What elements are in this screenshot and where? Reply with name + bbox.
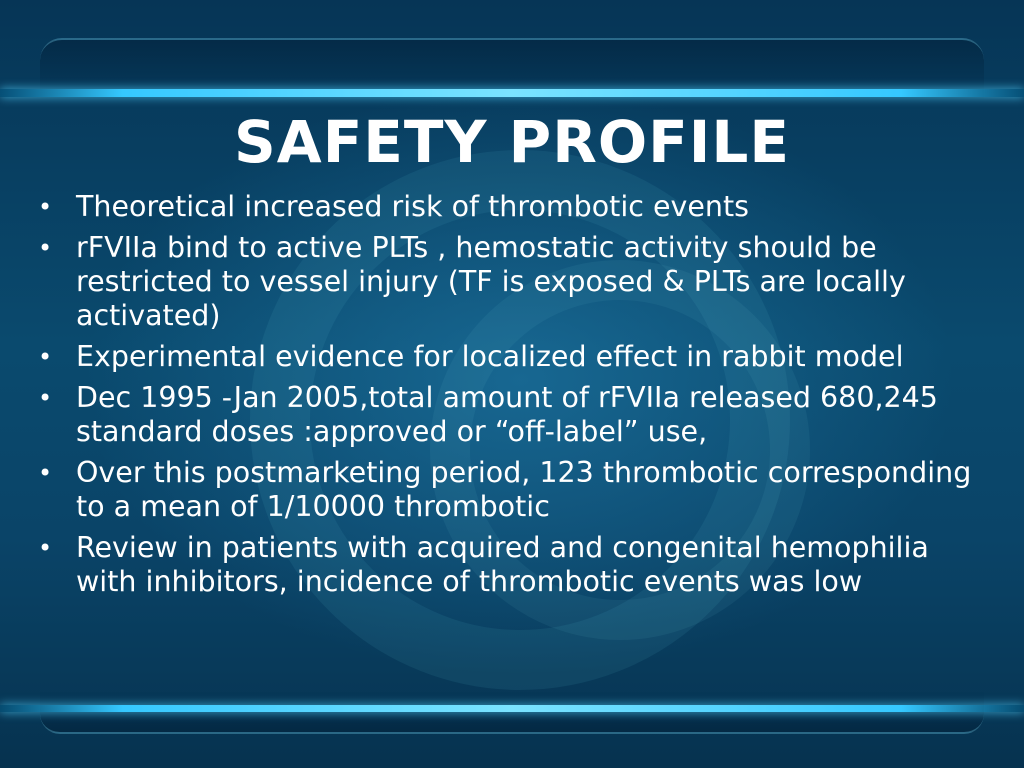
bullet-item [34,531,994,599]
bullet-item [34,381,994,449]
bullet-marker: • [38,234,53,262]
bullet-text: rFVIIa bind to active PLTs , hemostatic activity should be restricted to vessel injury (TF is exposed & PLTs are locally activated) [76,231,906,332]
top-accent-bar [0,89,1024,97]
bullet-text: Over this postmarketing period, 123 thrombotic corresponding to a mean of 1/10000 thrombotic [76,456,972,523]
bottom-accent-bar [0,705,1024,712]
bullet-item [34,456,994,524]
bullet-text: Dec 1995 -Jan 2005,total amount of rFVIIa released 680,245 standard doses :approved or “off-label” use, [76,381,938,448]
bullet-text: Theoretical increased risk of thrombotic events [76,190,750,223]
bullet-marker: • [38,193,53,221]
bullet-marker: • [38,534,53,562]
bullet-marker: • [38,343,53,371]
bullet-item [34,190,994,224]
bullet-list [34,190,994,606]
slide-title: SAFETY PROFILE [234,108,790,176]
bullet-marker: • [38,384,53,412]
bullet-text: Experimental evidence for localized effect in rabbit model [76,340,904,373]
bullet-marker: • [38,459,53,487]
bullet-item [34,231,994,333]
bullet-text: Review in patients with acquired and congenital hemophilia with inhibitors, incidence of thrombotic events was low [76,531,929,598]
bullet-item [34,340,994,374]
bottom-frame [40,692,984,734]
